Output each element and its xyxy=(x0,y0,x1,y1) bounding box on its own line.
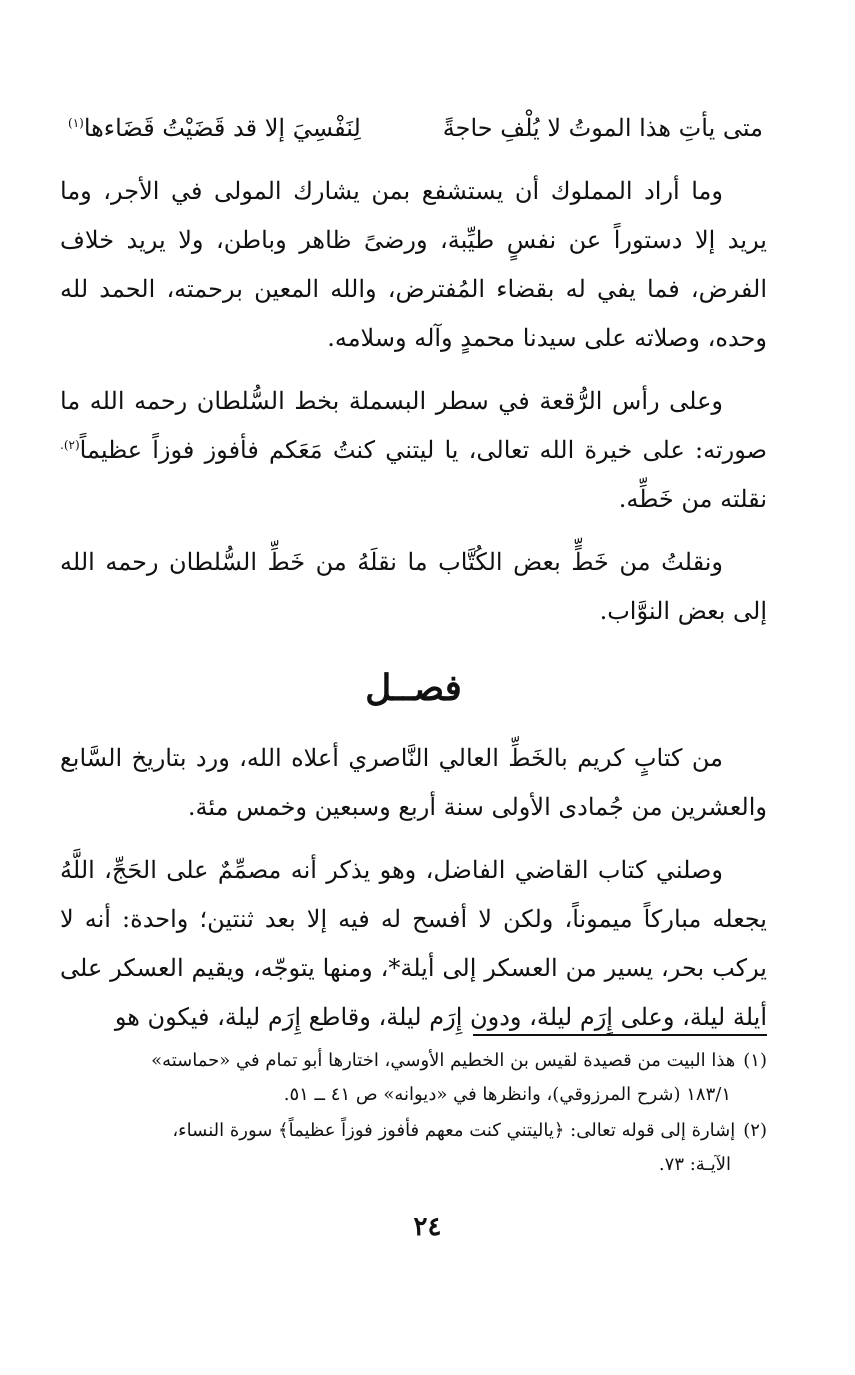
footnote-mark-1: (١) xyxy=(68,116,84,130)
footnote-2-line2: الآيـة: ٧٣. xyxy=(658,1154,731,1175)
verse-second-half-text: لِنَفْسِيَ إلا قد قَضَيْتُ قَضَاءها xyxy=(83,114,361,142)
verse-first-half-text: متى يأتِ هذا الموتُ لا يُلْفِ حاجةً xyxy=(442,114,763,142)
footnote-2-line1: إشارة إلى قوله تعالى: ﴿ياليتني كنت معهم فأفوز فوزاً عظيماً﴾ سورة النساء، xyxy=(172,1120,736,1141)
footnote-1-line1: هذا البيت من قصيدة لقيس بن الخطيم الأوسي، اختارها أبو تمام في «حماسته» xyxy=(151,1050,736,1071)
page-number: ٢٤ xyxy=(413,1212,442,1242)
section-paragraph-2: وصلني كتاب القاضي الفاضل، وهو يذكر أنه مصمِّمٌ على الحَجِّ، اللَّهُ يجعله مباركاً ميموناً، ولكن لا أفسح له فيه إلا بعد ثنتين؛ واحدة: أنه لا يركب بحر، يسير من العسكر إلى أيلة*، ومنها يتوجّه، ويقيم العسكر على أيلة ليلة، وعلى إِرَم ليلة، ودون إِرَم ليلة، وقاطع إِرَم ليلة، فيكون هو xyxy=(60,856,767,1031)
paragraph-1: وما أراد المملوك أن يستشفع بمن يشارك المولى في الأجر، وما يريد إلا دستوراً عن نفسٍ طيِّبة، ورضىً ظاهر وباطن، ولا يريد خلاف الفرض، فما يفي له بقضاء المُفترض، والله المعين برحمته، الحمد لله وحده، وصلاته على سيدنا محمدٍ وآله وسلامه. xyxy=(60,177,767,352)
poetry-verse xyxy=(60,104,767,153)
verse-first-half xyxy=(443,104,763,153)
footnotes xyxy=(60,1044,767,1184)
verse-second-half xyxy=(68,104,361,153)
footnote-2-number: (٢) xyxy=(743,1120,767,1141)
section-heading: فصــل xyxy=(365,667,462,709)
section-paragraph-1: من كتابٍ كريم بالخَطِّ العالي النَّاصري أعلاه الله، ورد بتاريخ السَّابع والعشرين من جُمادى الأولى سنة أربع وسبعين وخمس مئة. xyxy=(60,744,767,821)
paragraph-3: ونقلتُ من خَطٍّ بعض الكُتَّاب ما نقلَهُ من خَطِّ السُّلطان رحمه الله إلى بعض النوَّاب. xyxy=(60,548,767,625)
footnote-mark-2: (٢). xyxy=(60,438,80,452)
paragraph-2-tail: نقلته من خَطِّه. xyxy=(618,485,767,513)
footnote-1 xyxy=(60,1044,767,1112)
footnote-1-line2: ١٨٣/١ (شرح المرزوقي)، وانظرها في «ديوانه» ص ٤١ ــ ٥١. xyxy=(283,1084,731,1105)
footnote-2 xyxy=(60,1114,767,1182)
paragraph-2 xyxy=(60,377,767,524)
footnote-divider xyxy=(473,1034,767,1036)
footnote-1-number: (١) xyxy=(743,1050,767,1071)
paragraph-2-text: وعلى رأس الرُّقعة في سطر البسملة بخط السُّلطان رحمه الله ما صورته: على خيرة الله تعالى، يا ليتني كنتُ مَعَكم فأفوز فوزاً عظيماً xyxy=(60,387,768,464)
main-text xyxy=(60,100,767,1042)
